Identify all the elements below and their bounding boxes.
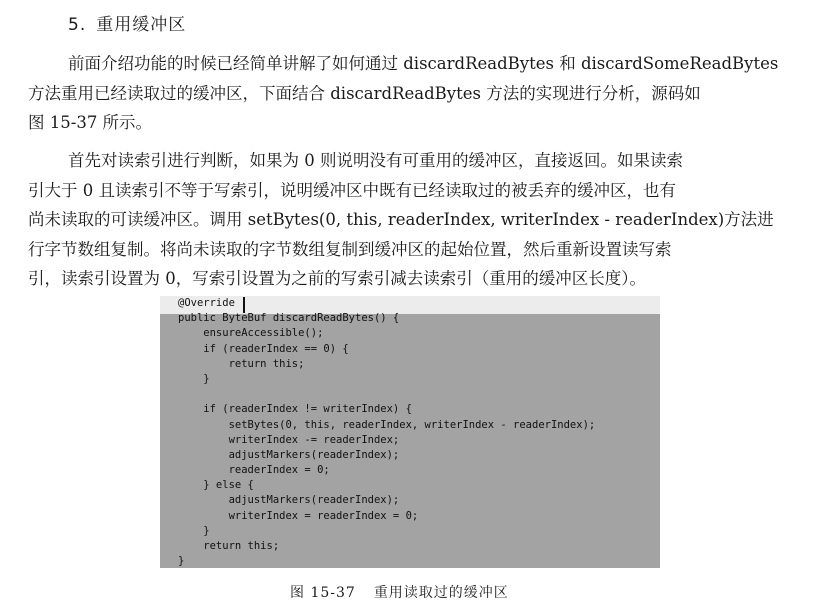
code-line: adjustMarkers(readerIndex); [178, 448, 400, 461]
paragraph-line: 引，读索引设置为 0，写索引设置为之前的写索引减去读索引（重用的缓冲区长度）。 [28, 269, 646, 288]
section-number: 5. [68, 15, 87, 35]
paragraph-line: 前面介绍功能的时候已经简单讲解了如何通过 discardReadBytes 和 discardSomeReadBytes [68, 54, 779, 73]
paragraph-line: 方法重用已经读取过的缓冲区，下面结合 discardReadBytes 方法的实现进行分析，源码如 [28, 83, 701, 103]
paragraph-line: 首先对读索引进行判断，如果为 0 则说明没有可重用的缓冲区，直接返回。如果读索 [68, 151, 683, 170]
figure-caption [290, 582, 509, 602]
code-line: } else { [178, 479, 254, 492]
paragraph-explanation [28, 146, 798, 294]
code-line: writerIndex -= readerIndex; [178, 433, 400, 446]
section-title: 重用缓冲区 [96, 15, 187, 35]
section-heading [68, 10, 186, 35]
code-line: @Override [178, 297, 235, 309]
figure-number: 图 15-37 [290, 585, 356, 601]
code-line: } [178, 555, 185, 568]
code-line: public ByteBuf discardReadBytes() { [178, 312, 400, 325]
code-line: return this; [178, 540, 280, 552]
figure-title: 重用读取过的缓冲区 [373, 585, 509, 601]
code-line: readerIndex = 0; [178, 464, 330, 477]
code-line: setBytes(0, this, readerIndex, writerIndex - readerIndex); [178, 418, 596, 431]
code-listing [160, 296, 595, 569]
code-figure [160, 296, 660, 568]
paragraph-line: 行字节数组复制。将尚未读取的字节数组复制到缓冲区的起始位置，然后重新设置读写索 [28, 239, 672, 259]
code-line [160, 387, 595, 402]
code-line: if (readerIndex == 0) { [178, 342, 349, 355]
code-line: return this; [178, 357, 305, 370]
paragraph-line: 引大于 0 且读索引不等于写索引，说明缓冲区中既有已经读取过的被丢弃的缓冲区，也有 [28, 180, 676, 200]
paragraph-line: 图 15-37 所示。 [28, 113, 153, 132]
code-line: } [178, 524, 210, 537]
code-line: adjustMarkers(readerIndex); [178, 494, 400, 507]
code-line: } [178, 372, 210, 385]
paragraph-line: 尚未读取的可读缓冲区。调用 setBytes(0, this, readerIndex, writerIndex - readerIndex)方法进 [28, 210, 774, 229]
code-line: writerIndex = readerIndex = 0; [178, 509, 419, 522]
code-line: if (readerIndex != writerIndex) { [178, 403, 412, 416]
paragraph-intro [28, 49, 798, 138]
code-line: ensureAccessible(); [178, 327, 324, 340]
